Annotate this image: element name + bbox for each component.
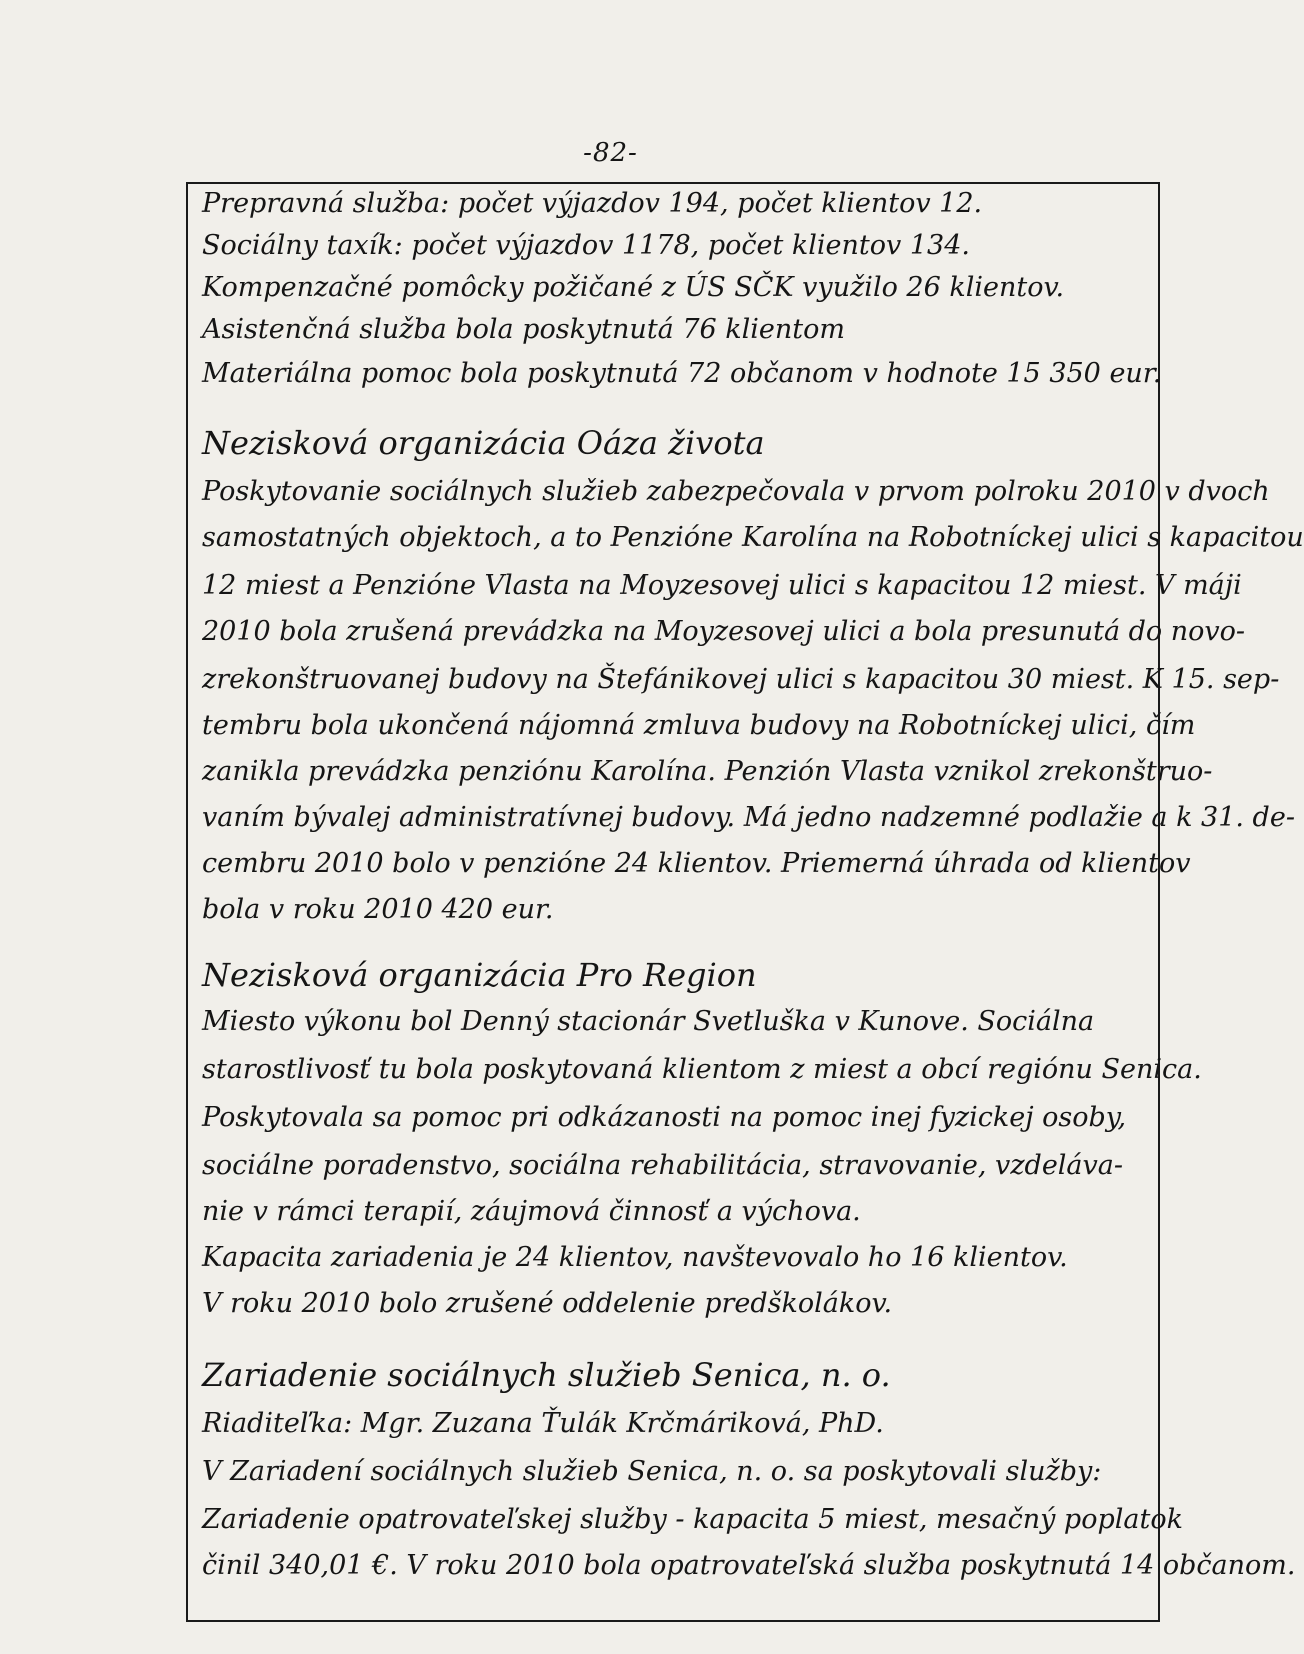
- text-line: Kompenzačné pomôcky požičané z ÚS SČK využilo 26 klientov.: [202, 272, 1065, 303]
- text-line: V Zariadení sociálnych služieb Senica, n. o. sa poskytovali služby:: [202, 1456, 1102, 1487]
- section-heading-oaza-zivota: Nezisková organizácia Oáza života: [202, 424, 765, 462]
- text-line: zanikla prevádzka penziónu Karolína. Penzión Vlasta vznikol zrekonštruo-: [202, 756, 1213, 787]
- handwritten-text-frame: [186, 182, 1304, 1622]
- text-line: Riaditeľka: Mgr. Zuzana Ťulák Krčmáriková, PhD.: [202, 1408, 884, 1439]
- text-line: cembru 2010 bolo v penzióne 24 klientov. Priemerná úhrada od klientov: [202, 848, 1191, 879]
- text-line: Poskytovala sa pomoc pri odkázanosti na pomoc inej fyzickej osoby,: [202, 1102, 1127, 1133]
- text-line: činil 340,01 €. V roku 2010 bola opatrovateľská služba poskytnutá 14 občanom.: [202, 1550, 1296, 1581]
- text-line: tembru bola ukončená nájomná zmluva budovy na Robotníckej ulici, čím: [202, 710, 1196, 741]
- section-heading-zariadenie-socialnych-sluzieb: Zariadenie sociálnych služieb Senica, n. o.: [202, 1356, 891, 1394]
- text-line: zrekonštruovanej budovy na Štefánikovej ulici s kapacitou 30 miest. K 15. sep-: [202, 664, 1280, 695]
- text-line: Kapacita zariadenia je 24 klientov, navštevovalo ho 16 klientov.: [202, 1242, 1068, 1273]
- text-line: V roku 2010 bolo zrušené oddelenie predškolákov.: [202, 1288, 893, 1319]
- text-line: sociálne poradenstvo, sociálna rehabilitácia, stravovanie, vzdeláva-: [202, 1150, 1124, 1181]
- text-line: Sociálny taxík: počet výjazdov 1178, počet klientov 134.: [202, 230, 970, 261]
- text-line: 12 miest a Penzióne Vlasta na Moyzesovej ulici s kapacitou 12 miest. V máji: [202, 570, 1242, 601]
- text-line: vaním bývalej administratívnej budovy. Má jedno nadzemné podlažie a k 31. de-: [202, 802, 1295, 833]
- text-line: Poskytovanie sociálnych služieb zabezpečovala v prvom polroku 2010 v dvoch: [202, 476, 1270, 507]
- section-heading-pro-region: Nezisková organizácia Pro Region: [202, 956, 757, 994]
- text-line: Materiálna pomoc bola poskytnutá 72 občanom v hodnote 15 350 eur.: [202, 358, 1162, 389]
- text-line: Zariadenie opatrovateľskej služby - kapacita 5 miest, mesačný poplatok: [202, 1504, 1183, 1535]
- text-line: starostlivosť tu bola poskytovaná klientom z miest a obcí regiónu Senica.: [202, 1054, 1202, 1085]
- text-line: Asistenčná služba bola poskytnutá 76 klientom: [202, 314, 845, 345]
- text-line: Prepravná služba: počet výjazdov 194, počet klientov 12.: [202, 188, 983, 219]
- text-line: bola v roku 2010 420 eur.: [202, 894, 554, 925]
- text-line: samostatných objektoch, a to Penzióne Karolína na Robotníckej ulici s kapacitou: [202, 522, 1304, 553]
- text-line: 2010 bola zrušená prevádzka na Moyzesovej ulici a bola presunutá do novo-: [202, 616, 1246, 647]
- text-line: nie v rámci terapií, záujmová činnosť a výchova.: [202, 1196, 861, 1227]
- page-number: -82-: [583, 138, 638, 168]
- text-line: Miesto výkonu bol Denný stacionár Svetluška v Kunove. Sociálna: [202, 1006, 1095, 1037]
